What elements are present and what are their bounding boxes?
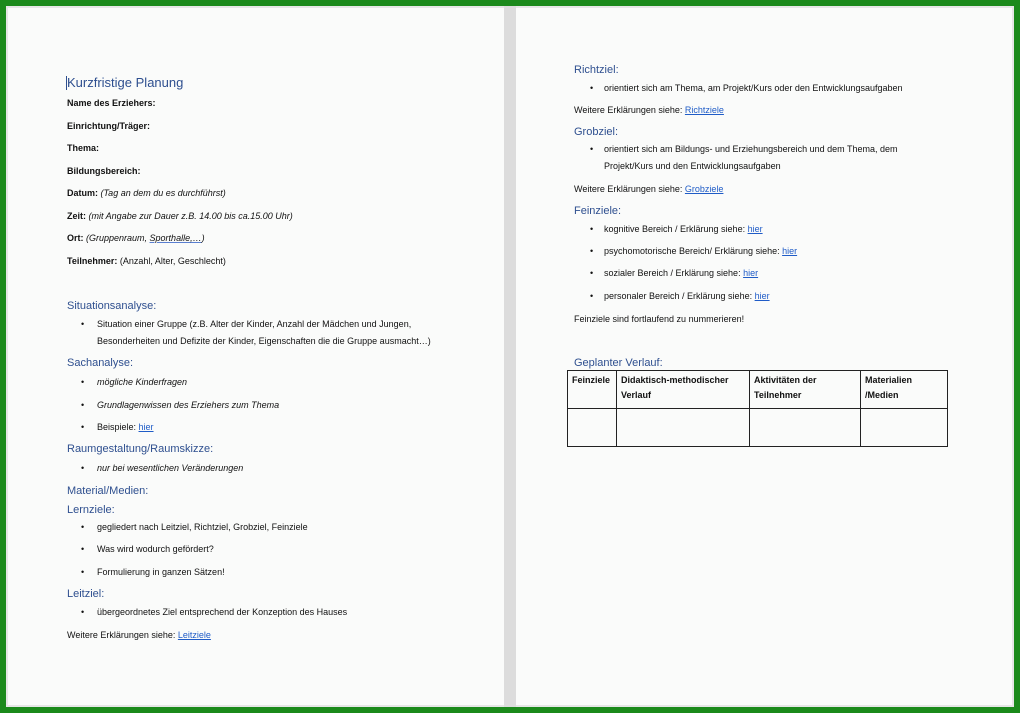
field-einrichtung: Einrichtung/Träger: xyxy=(67,121,151,131)
feinziel-label: psychomotorische Bereich/ Erklärung siehe: xyxy=(604,246,783,256)
feinziel-label: sozialer Bereich / Erklärung siehe: xyxy=(604,268,744,278)
sozial-link[interactable]: hier xyxy=(743,268,759,278)
field-teilnehmer-value: (Anzahl, Alter, Geschlecht) xyxy=(119,256,226,266)
list-item-kognitiv xyxy=(604,224,763,235)
field-teilnehmer-label: Teilnehmer: xyxy=(67,256,118,266)
column-header-text: Feinziele xyxy=(572,375,611,385)
richtziel-more-label: Weitere Erklärungen siehe: xyxy=(574,105,685,115)
field-ort xyxy=(67,233,205,244)
column-header-materialien xyxy=(861,371,948,409)
bullet-icon: • xyxy=(81,463,85,473)
bullet-icon: • xyxy=(81,544,85,554)
heading-situationsanalyse: Situationsanalyse: xyxy=(67,300,157,312)
list-item: Formulierung in ganzen Sätzen! xyxy=(97,567,225,577)
field-datum-value: (Tag an dem du es durchführst) xyxy=(100,188,226,198)
list-item: mögliche Kinderfragen xyxy=(97,377,188,387)
beispiele-label: Beispiele: xyxy=(97,422,139,432)
bullet-icon: • xyxy=(81,422,85,432)
list-item: gegliedert nach Leitziel, Richtziel, Grobziel, Feinziele xyxy=(97,522,308,532)
bullet-icon: • xyxy=(81,319,85,329)
page-gutter xyxy=(504,6,516,707)
document-viewer xyxy=(6,6,1014,707)
table-header-row xyxy=(568,371,948,409)
list-item: Projekt/Kurs und den Entwicklungsaufgaben xyxy=(604,161,781,171)
list-item: nur bei wesentlichen Veränderungen xyxy=(97,463,244,473)
column-header-text: Teilnehmer xyxy=(754,390,802,400)
document-title: Kurzfristige Planung xyxy=(67,75,184,90)
column-header-text: Aktivitäten der xyxy=(754,375,817,385)
column-header-text: /Medien xyxy=(865,390,899,400)
heading-sachanalyse: Sachanalyse: xyxy=(67,357,134,369)
heading-raumgestaltung: Raumgestaltung/Raumskizze: xyxy=(67,443,214,455)
bullet-icon: • xyxy=(81,607,85,617)
field-bildungsbereich: Bildungsbereich: xyxy=(67,166,141,176)
field-ort-value-pre: (Gruppenraum, xyxy=(86,233,150,243)
personal-link[interactable]: hier xyxy=(754,291,770,301)
bullet-icon: • xyxy=(590,268,594,278)
list-item-beispiele xyxy=(97,422,154,433)
field-zeit xyxy=(67,211,293,222)
table-cell[interactable] xyxy=(568,409,617,447)
list-item: Grundlagenwissen des Erziehers zum Thema xyxy=(97,400,280,410)
bullet-icon: • xyxy=(590,224,594,234)
list-item: Situation einer Gruppe (z.B. Alter der Kinder, Anzahl der Mädchen und Jungen, xyxy=(97,319,412,329)
column-header-feinziele xyxy=(568,371,617,409)
list-item-personal xyxy=(604,291,770,302)
heading-lernziele: Lernziele: xyxy=(67,504,115,516)
kognitiv-link[interactable]: hier xyxy=(747,224,763,234)
list-item: orientiert sich am Thema, am Projekt/Kurs oder den Entwicklungsaufgaben xyxy=(604,83,903,93)
field-zeit-value: (mit Angabe zur Dauer z.B. 14.00 bis ca.15.00 Uhr) xyxy=(88,211,293,221)
grobziel-more-label: Weitere Erklärungen siehe: xyxy=(574,184,685,194)
field-ort-value-underlined: Sporthalle,… xyxy=(149,233,202,243)
bullet-icon: • xyxy=(590,291,594,301)
table-row xyxy=(568,409,948,447)
grobziel-more xyxy=(574,184,723,195)
list-item: orientiert sich am Bildungs- und Erziehungsbereich und dem Thema, dem xyxy=(604,144,898,154)
table-cell[interactable] xyxy=(750,409,861,447)
bullet-icon: • xyxy=(81,567,85,577)
heading-leitziel: Leitziel: xyxy=(67,588,105,600)
list-item: übergeordnetes Ziel entsprechend der Konzeption des Hauses xyxy=(97,607,348,617)
heading-richtziel: Richtziel: xyxy=(574,64,619,76)
field-datum-label: Datum: xyxy=(67,188,98,198)
feinziele-note: Feinziele sind fortlaufend zu nummerieren! xyxy=(574,314,745,324)
field-erzieher: Name des Erziehers: xyxy=(67,98,156,108)
bullet-icon: • xyxy=(590,83,594,93)
list-item-sozial xyxy=(604,268,758,279)
column-header-aktivitaeten xyxy=(750,371,861,409)
richtziele-link[interactable]: Richtziele xyxy=(684,105,724,115)
heading-feinziele: Feinziele: xyxy=(574,205,622,217)
list-item-psychomotorisch xyxy=(604,246,797,257)
table-cell[interactable] xyxy=(861,409,948,447)
heading-material-medien: Material/Medien: xyxy=(67,485,149,497)
feinziel-label: personaler Bereich / Erklärung siehe: xyxy=(604,291,755,301)
field-teilnehmer xyxy=(67,256,226,267)
bullet-icon: • xyxy=(81,377,85,387)
verlauf-table xyxy=(567,370,948,447)
grobziele-link[interactable]: Grobziele xyxy=(684,184,724,194)
field-zeit-label: Zeit: xyxy=(67,211,86,221)
bullet-icon: • xyxy=(590,246,594,256)
field-ort-label: Ort: xyxy=(67,233,84,243)
list-item: Was wird wodurch gefördert? xyxy=(97,544,214,554)
beispiele-link[interactable]: hier xyxy=(138,422,154,432)
richtziel-more xyxy=(574,105,724,116)
field-ort-value-post: ) xyxy=(201,233,205,243)
feinziel-label: kognitive Bereich / Erklärung siehe: xyxy=(604,224,748,234)
column-header-verlauf xyxy=(617,371,750,409)
column-header-text: Verlauf xyxy=(621,390,652,400)
column-header-text: Materialien xyxy=(865,375,913,385)
table-cell[interactable] xyxy=(617,409,750,447)
field-thema: Thema: xyxy=(67,143,100,153)
heading-geplanter-verlauf: Geplanter Verlauf: xyxy=(574,357,663,369)
leitziel-more-label: Weitere Erklärungen siehe: xyxy=(67,630,178,640)
bullet-icon: • xyxy=(81,522,85,532)
field-datum xyxy=(67,188,226,199)
leitziel-more xyxy=(67,630,211,641)
psychomotorisch-link[interactable]: hier xyxy=(782,246,798,256)
leitziele-link[interactable]: Leitziele xyxy=(177,630,211,640)
list-item: Besonderheiten und Defizite der Kinder, Eigenschaften die die Gruppe ausmacht…) xyxy=(97,336,431,346)
bullet-icon: • xyxy=(81,400,85,410)
bullet-icon: • xyxy=(590,144,594,154)
column-header-text: Didaktisch-methodischer xyxy=(621,375,729,385)
heading-grobziel: Grobziel: xyxy=(574,126,619,138)
